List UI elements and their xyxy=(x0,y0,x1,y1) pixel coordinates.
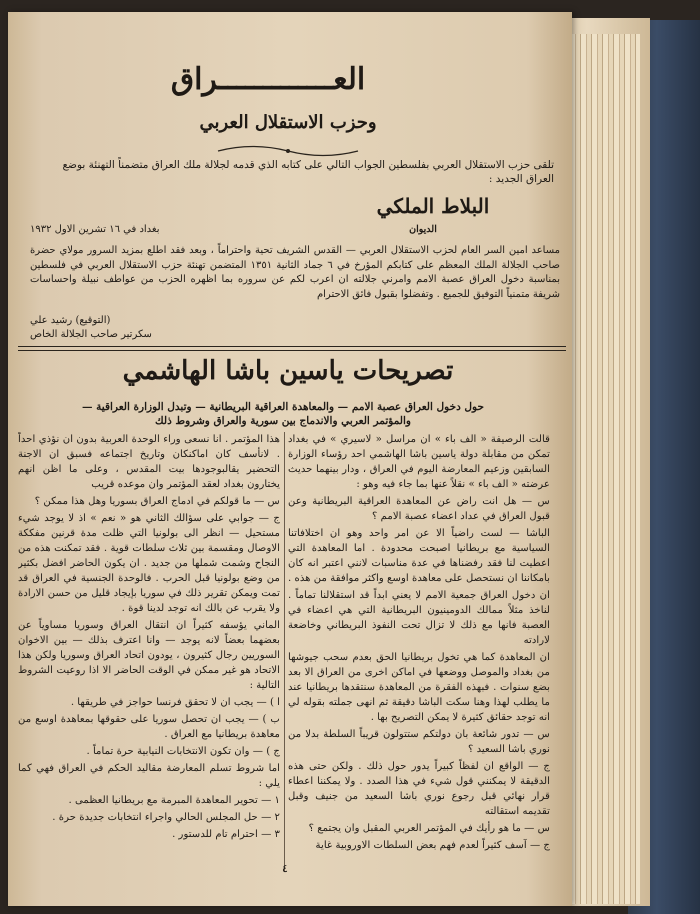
ornament-divider xyxy=(213,144,363,158)
letterhead-office: الديوان xyxy=(409,224,437,235)
article-headline: تصريحات ياسين باشا الهاشمي xyxy=(122,356,454,386)
paragraph: ج — آسف كثيراً لعدم فهم بعض السلطات الاوروبية غاية xyxy=(315,840,550,851)
column-divider xyxy=(284,432,285,872)
letter-body: مساعد امين السر العام لحزب الاستقلال العربي — القدس الشريف تحية واحتراماً ، وبعد فقد اطلع بمزيد السرور مولاي حضرة صاحب الجلالة الملك المعظم على كتابكم المؤرخ في ٦ جماد الثانية ١٣٥١ المتضمن تهنئة حزب الاستقلال العربي في فلسطين بمناسبة دخول العراق عصبة الامم وامرني جلالته ان اعرب لكم عن سروره بما اظهره الحزب من عواطف نبيلة واحساسات شريفة متمنياً التوفيق للجميع . وتفضلوا بقبول فائق الاحترام xyxy=(30,245,560,300)
document-page xyxy=(8,12,572,906)
paragraph: الماني يؤسفه كثيراً ان انتقال العراق وسوريا مساوياً عن بعضهما بعضاً لانه يوجد — وانا اعترف بذلك — بين الاخوان السوريين رجال كثيرون ، يودون اتحاد العراق وسوريا ولكن هذا الاتحاد هو غير ممكن في الوقت الحاضر الا اذا روعيت الشروط التالية : xyxy=(18,620,280,691)
letter-date: بغداد في ١٦ تشرين الاول ١٩٣٢ xyxy=(30,224,160,235)
paragraph: ج — الواقع ان لفظاً كبيراً يدور حول ذلك . ولكن حتى هذه الدقيقة لا يمكنني قول شيء في هذا الصدد . ولا يمكننا اعطاء قرار نهائي قبل رجوع نوري باشا السعيد من جنيف وقبل تقديمه استقالته xyxy=(288,761,550,817)
letterhead-palace: البلاط الملكي xyxy=(376,194,490,218)
section-rule-bottom xyxy=(18,350,566,351)
paragraph: اما شروط تسلم المعارضة مقاليد الحكم في العراق فهي كما يلي : xyxy=(18,763,280,789)
paragraph: س — هل انت راض عن المعاهدة العراقية البريطانية وعن قبول العراق في عداد اعضاء عصبة الامم ؟ xyxy=(288,496,550,522)
signature-name: (التوقيع) رشيد علي xyxy=(30,315,111,326)
article-column-right xyxy=(288,432,550,872)
paragraph: ان المعاهدة كما هي تخول بريطانيا الحق بعدم سحب جيوشها من بغداد والموصل ووضعها في اماكن اخرى من العراق الا بعد بضع سنوات . فبهذه الفقرة من المعاهدة سنتقدها بريطانيا عند ما يطلب لهذا وهنا سكت الباشا دقيقة ثم انهى جملته بقوله لي انه توجد حقائق كثيرة لا يمكن التصريح بها . xyxy=(288,652,550,723)
paragraph: ان دخول العراق جمعية الامم لا يعني ابداً قد استقلالنا تماماً . لناخذ مثلاً ممالك الدومينيون البريطانية التي هي اعضاء في العصبة فانها مع ذلك لا تزال تحت النفوذ البريطاني وخاضعة لارادته xyxy=(288,590,550,646)
article-column-left xyxy=(18,432,280,872)
paragraph: ٢ — حل المجلس الحالي واجراء انتخابات جديدة حرة . xyxy=(52,812,280,823)
section-rule-top xyxy=(18,346,566,347)
paragraph: هذا المؤتمر . انا نسعى وراء الوحدة العربية بدون ان نؤذي احداً . لانأسف كان اماكنكان وتاريخ اجتماعه فسبق ان الاجنة التحضير يقالبوجودها بيت المقدس ، وعلى ما اظن انهم يختارون بغداد لعقد المؤتمر وان موعده قريب xyxy=(18,434,280,490)
paragraph: ب ) — يجب ان تحصل سوريا على حقوقها بمعاهدة اوسع من معاهدة بريطانيا مع العراق . xyxy=(18,714,280,740)
paragraph: الباشا — لست راضياً الا عن امر واحد وهو ان اختلافاتنا السياسية مع بريطانيا اصبحت محدودة . اما المعاهدة التي اعطيت لنا فقد رفضناها في عدة مناسبات لانني اعتبر انه كان بامكاننا ان نستحصل على معاهدة اوسع واكثر موافقة من هذه . xyxy=(288,528,550,584)
paragraph: قالت الرصيفة « الف باء » ان مراسل « لاسيري » في بغداد تمكن من مقابلة دولة ياسين باشا الهاشمي احد رؤساء الوزارة السابقين وزعيم المعارضة اليوم في العراق ، ودار بينهما حديث عرضته « الف باء » نقلاً عنها بما جاء فيه وهو : xyxy=(288,434,550,490)
paragraph: س — ما قولكم في ادماج العراق بسوريا وهل هذا ممكن ؟ xyxy=(34,496,280,507)
page-number: ٤ xyxy=(282,862,288,875)
article-subhead: حول دخول العراق عصبة الامم — والمعاهدة العراقية البريطانية — وتبدل الوزارة العراقية — والمؤتمر العربي والاندماج بين سورية والعراق وشروط ذلك xyxy=(82,401,484,427)
page-edges xyxy=(570,34,640,904)
paragraph: س — تدور شائعة بان دولتكم ستتولون قريباً السلطة بدلا من نوري باشا السعيد ؟ xyxy=(288,729,550,755)
section-title: العـــــــــــــراق xyxy=(170,62,366,97)
intro-paragraph: تلقى حزب الاستقلال العربي بفلسطين الجواب التالي على كتابه الذي قدمه لجلالة ملك العراق متضمناً التهنئة بوضع العراق الجديد : xyxy=(62,159,554,185)
signature-title: سكرتير صاحب الجلالة الخاص xyxy=(30,329,152,340)
paragraph: س — ما هو رأيك في المؤتمر العربي المقبل وان يجتمع ؟ xyxy=(308,823,550,834)
party-title: وحزب الاستقلال العربي xyxy=(199,112,377,133)
paragraph: ا ) — يجب ان لا تحقق فرنسا حواجز في طريقها . xyxy=(70,697,280,708)
paragraph: ج — جوابي على سؤالك الثاني هو « نعم » اذ لا يوجد شيء مستحيل — انظر الى بولونيا التي ظلت مدة قرنين مفككة الاوصال ومقسمة بين ثلاث سلطات قوية . فقد تمكنت هذه من النجاح وشمت شملها من جديد . ان يكون الحاضر افضل بكثير من وضع بولونيا قبل الحرب . فالوحدة الجنسية في العراق قد تمت ويمكن تقرير ذلك في سوريا بإيجاد قليل من حسن الارادة ولا يقرب عن بالك انه توجد لدينا قوة . xyxy=(18,513,280,614)
paragraph: ج ) — وان تكون الانتخابات النيابية حرة تماماً . xyxy=(86,746,280,757)
letter-signature xyxy=(30,314,230,342)
paragraph: ٣ — احترام تام للدستور . xyxy=(172,829,280,840)
paragraph: ١ — تحوير المعاهدة المبرمة مع بريطانيا العظمى . xyxy=(68,795,280,806)
